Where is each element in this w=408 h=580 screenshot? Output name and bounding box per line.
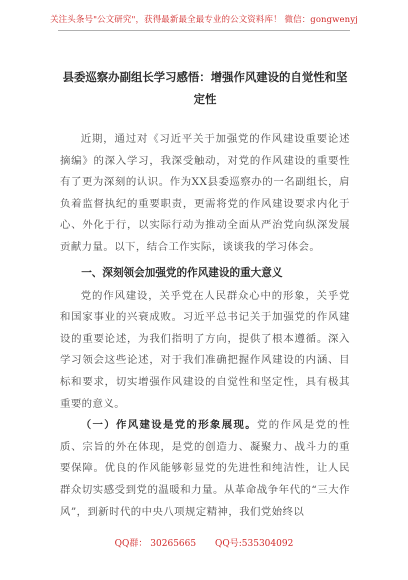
footer-contact: [0, 536, 408, 549]
intro-paragraph: 近期，通过对《习近平关于加强党的作风建设重要论述摘编》的深入学习，我深受触动，对党的作风建设的重要性有了更为深刻的认识。作为XX县委巡察办的一名副组长，肩负着监督执纪的重要职责，更需将党的作风建设要求内化于心、外化于行，以实际行动为推动全面从严治党向纵深发展贡献力量。以下，结合工作实际，谈谈我的学习体会。: [60, 133, 350, 253]
header-divider: [58, 30, 350, 31]
document-title: 县委巡察办副组长学习感悟：增强作风建设的自觉性和坚定性: [62, 70, 348, 106]
section-1-paragraph: 党的作风建设，关乎党在人民群众心中的形象，关乎党和国家事业的兴衰成败。习近平总书记关于加强党的作风建设的重要论述，为我们指明了方向，提供了根本遵循。深入学习领会这些论述，对于我们准确把握作风建设的内涵、目标和要求，切实增强作风建设的自觉性和坚定性，具有极其重要的意义。: [60, 289, 350, 410]
footer-qq-group: QQ群： 30265665: [114, 539, 197, 549]
footer-qq-number: QQ号:535304092: [214, 539, 294, 549]
subsection-1-text: 党的作风是党的性质、宗旨的外在体现，是党的创造力、凝聚力、战斗力的重要保障。优良的作风能够彰显党的先进性和纯洁性，让人民群众切实感受到党的温暖和力量。从革命战争年代的“三大作风”，到新时代的中央八项规定精神，我们党始终以: [60, 419, 350, 518]
header-note: 关注头条号"公文研究"，获得最新最全最专业的公文资料库！ 微信：gongwenyj: [50, 15, 358, 25]
document-body: [60, 129, 350, 523]
subsection-1-paragraph: [60, 415, 350, 523]
subsection-1-lead: （一）作风建设是党的形象展现。: [80, 419, 257, 432]
section-heading-1: 一、深刻领会加强党的作风建设的重大意义: [81, 266, 283, 279]
